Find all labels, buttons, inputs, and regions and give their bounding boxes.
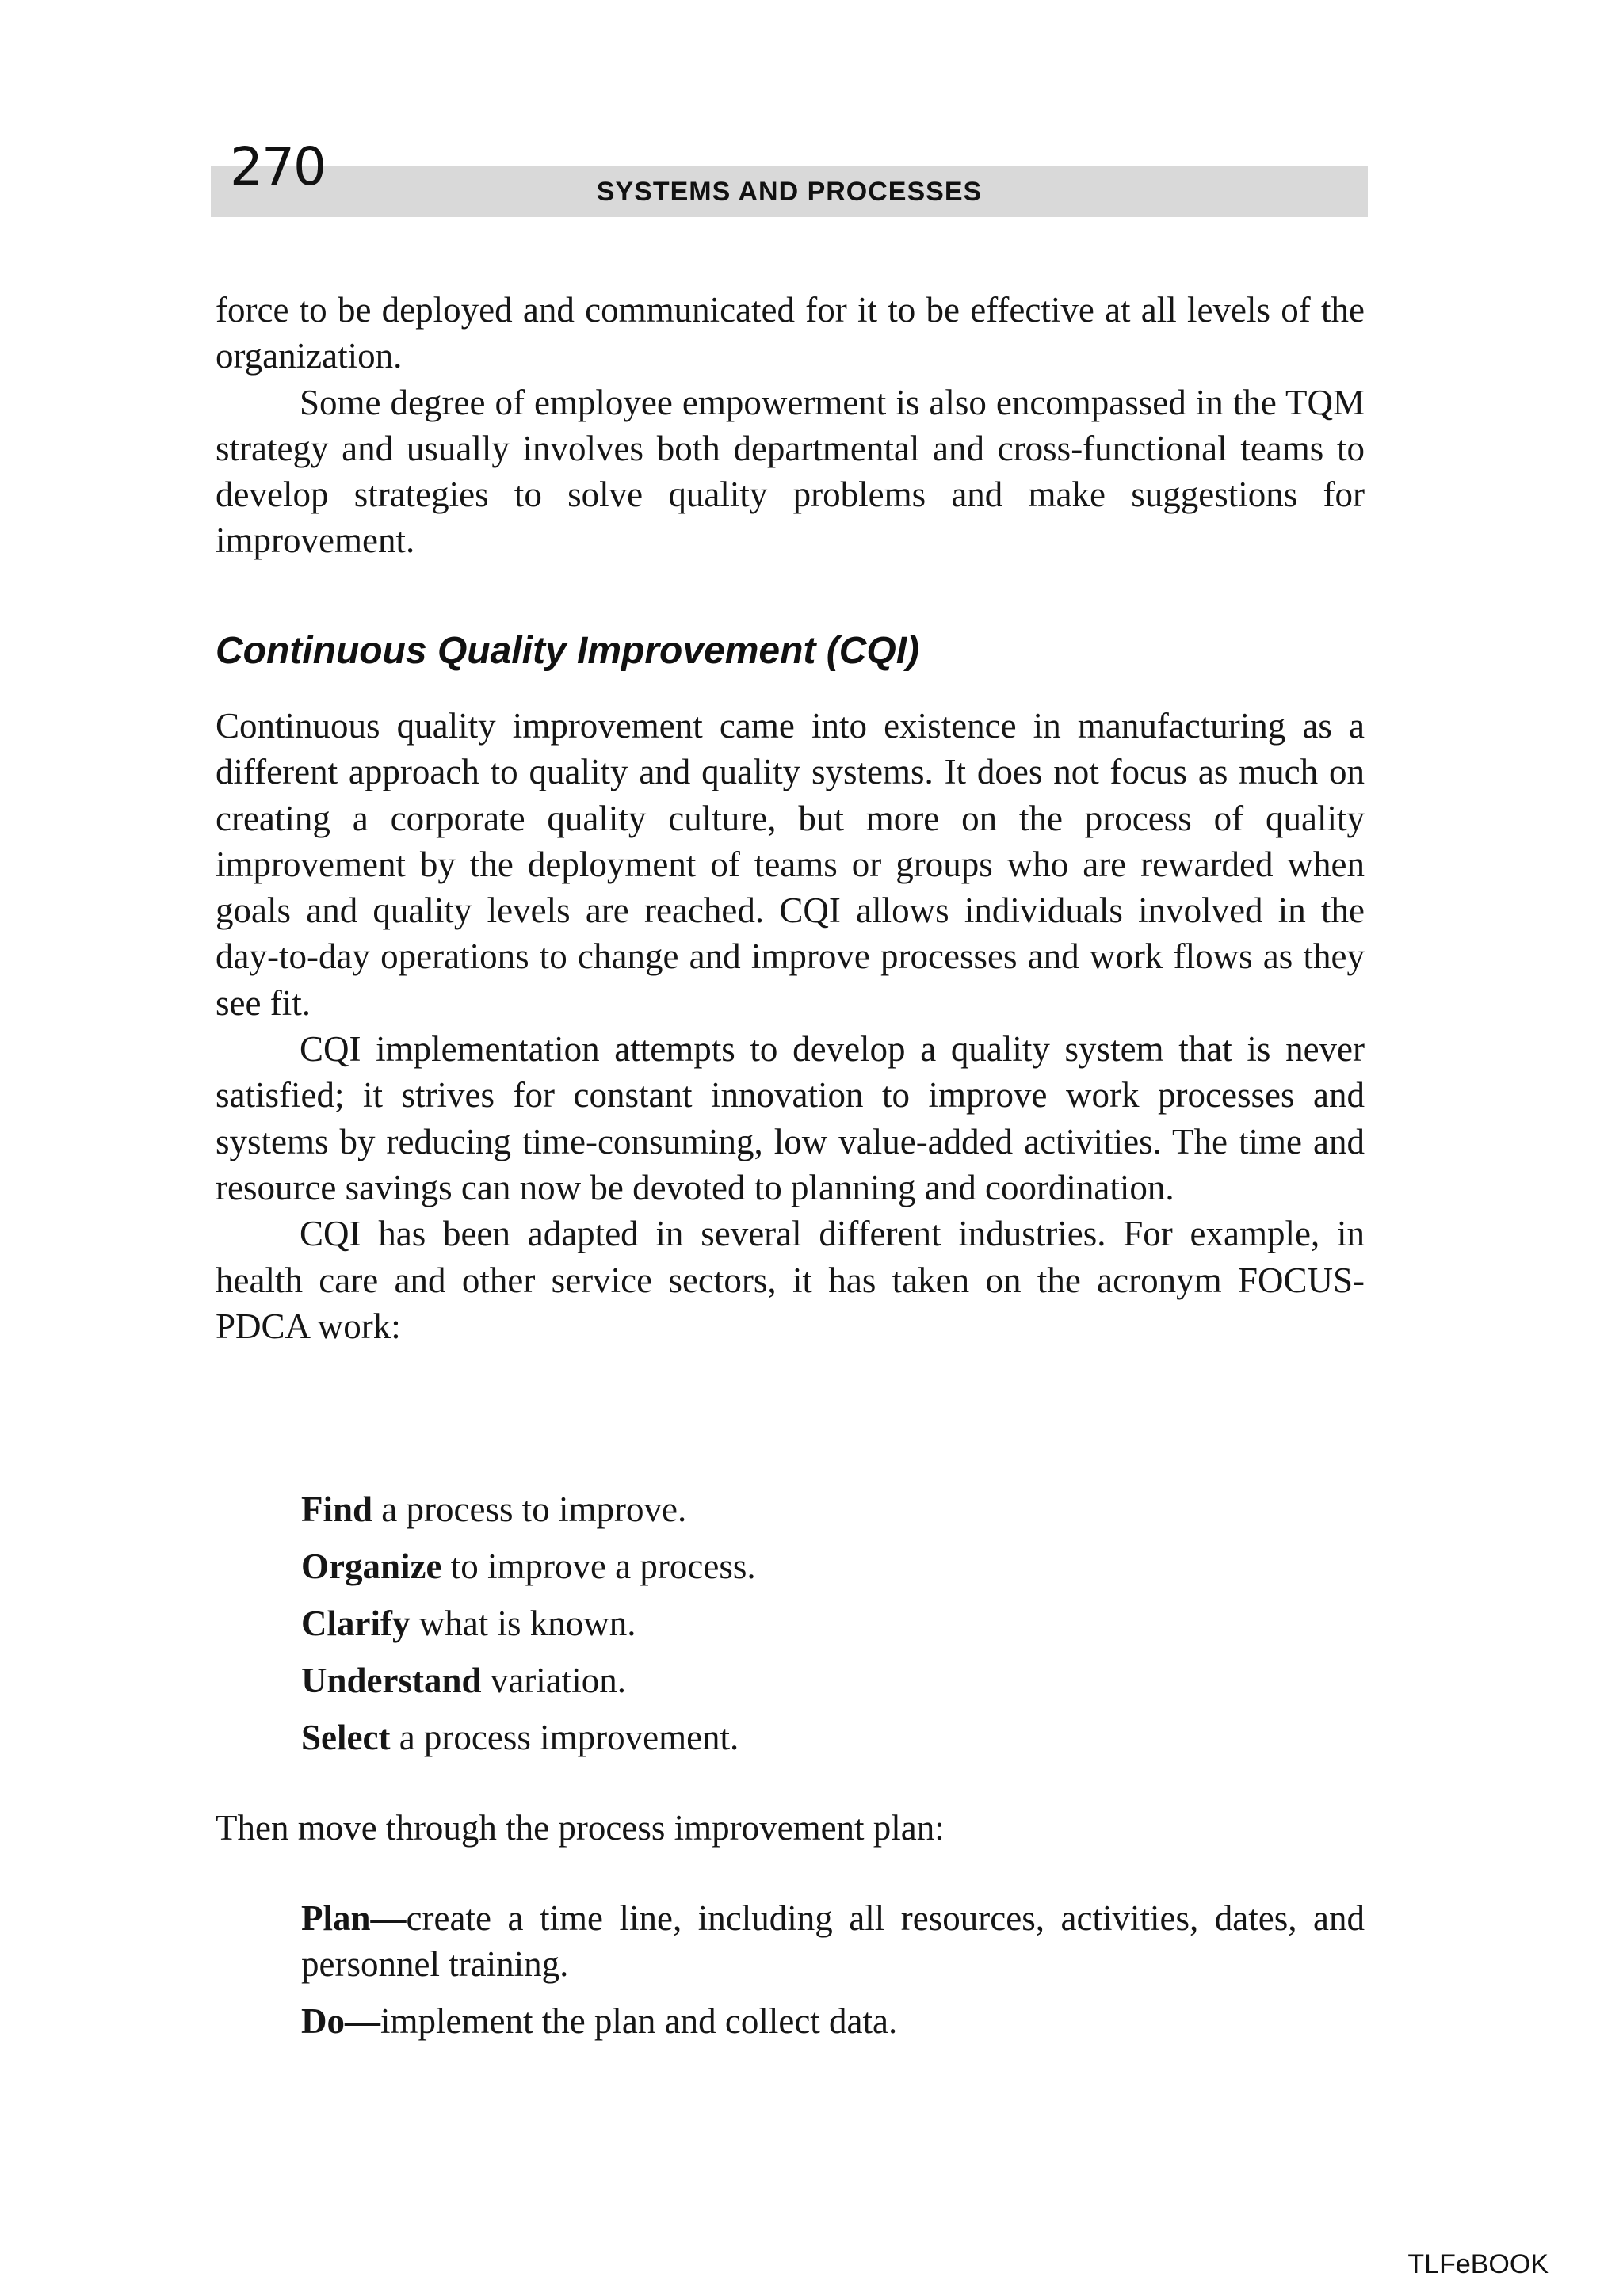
list-item — [301, 1600, 1365, 1646]
section-heading: Continuous Quality Improvement (CQI) — [216, 630, 920, 672]
list-item-term: Do— — [301, 2001, 380, 2041]
watermark-label: TLFeBOOK — [1407, 2249, 1549, 2279]
list-item-text: variation. — [481, 1661, 627, 1700]
list-item-text: what is known. — [410, 1604, 636, 1643]
list-item-text: a process to improve. — [372, 1489, 687, 1529]
section-paragraph-3: CQI has been adapted in several different industries. For example, in health care and other service sectors, it has taken on the acronym FOCUS-PDCA work: — [216, 1214, 1365, 1346]
transition-paragraph: Then move through the process improvement plan: — [216, 1808, 945, 1848]
list-item-term: Find — [301, 1489, 373, 1529]
list-item-text: a process improvement. — [390, 1718, 739, 1757]
focus-list — [301, 1486, 1365, 1772]
running-title: SYSTEMS AND PROCESSES — [596, 177, 983, 207]
section-paragraph-2: CQI implementation attempts to develop a quality system that is never satisfied; it strives for constant innovation to improve work processes and systems by reducing time-consuming, low value-added activities. The time and resource savings can now be devoted to planning and coordination. — [216, 1029, 1365, 1207]
intro-text — [216, 287, 1365, 564]
list-item — [301, 1895, 1365, 1987]
list-item-term: Organize — [301, 1547, 442, 1586]
section-body — [216, 703, 1365, 1349]
list-item — [301, 1486, 1365, 1532]
list-item-text: to improve a process. — [441, 1547, 756, 1586]
list-item-term: Select — [301, 1718, 391, 1757]
list-item-text: create a time line, including all resources, activities, dates, and personnel training. — [301, 1898, 1365, 1984]
list-item-term: Understand — [301, 1661, 482, 1700]
list-item-text: implement the plan and collect data. — [380, 2001, 898, 2041]
intro-paragraph-1: force to be deployed and communicated for it to be effective at all levels of the organization. — [216, 290, 1365, 376]
transition-text — [216, 1805, 1365, 1851]
section-paragraph-1: Continuous quality improvement came into existence in manufacturing as a different approach to quality and quality systems. It does not focus as much on creating a corporate quality culture, but more on the process of quality improvement by the deployment of teams or groups who are rewarded when goals and quality levels are reached. CQI allows individuals involved in the day-to-day operations to change and improve processes and work flows as they see fit. — [216, 706, 1365, 1023]
list-item — [301, 1543, 1365, 1589]
page-number: 270 — [230, 136, 325, 197]
list-item — [301, 1714, 1365, 1760]
list-item — [301, 1657, 1365, 1703]
list-item-term: Plan— — [301, 1898, 407, 1938]
list-item-term: Clarify — [301, 1604, 411, 1643]
pdca-list — [301, 1895, 1365, 2055]
intro-paragraph-2: Some degree of employee empowerment is also encompassed in the TQM strategy and usually involves both departmental and cross-functional teams to develop strategies to solve quality problems and make suggestions for improvement. — [216, 382, 1365, 561]
list-item — [301, 1998, 1365, 2044]
